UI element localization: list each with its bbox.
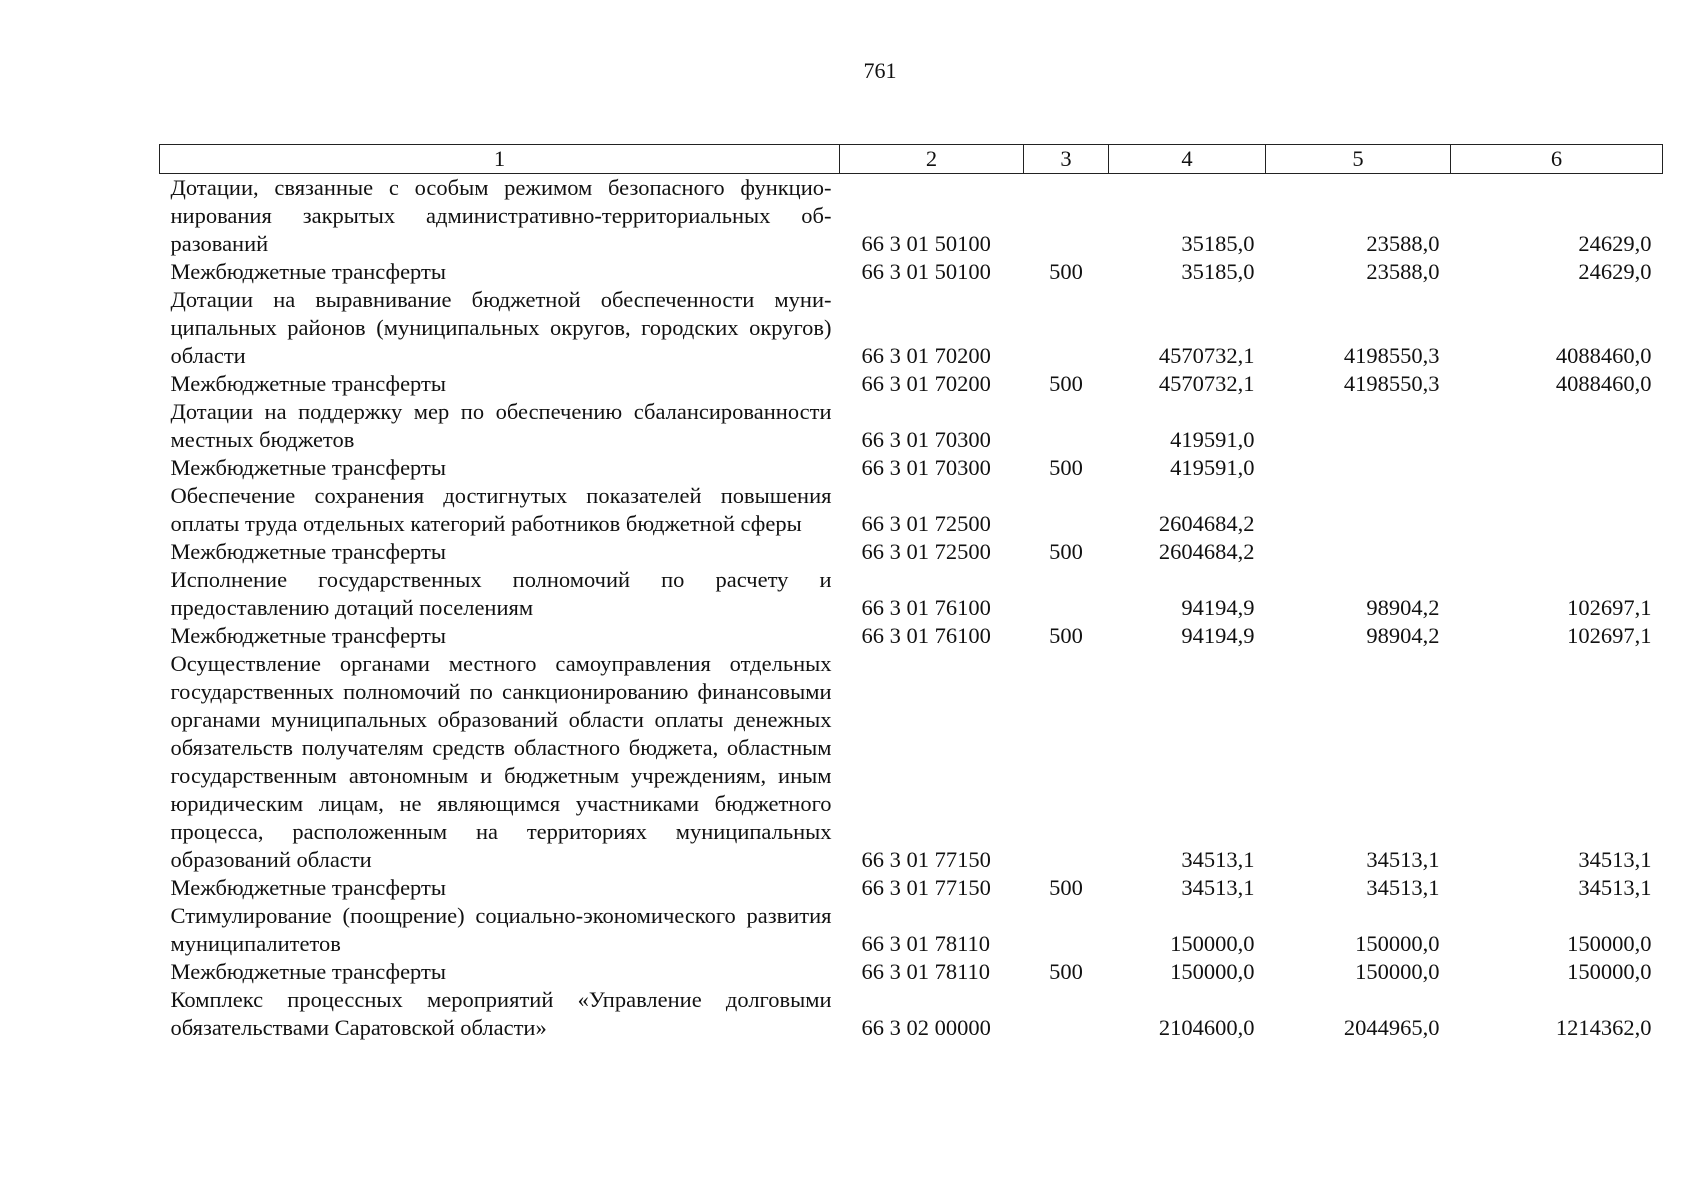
row-value-col6: 102697,1 bbox=[1567, 623, 1652, 648]
row-name: Межбюджетные трансферты bbox=[170, 539, 446, 564]
row-value-col6: 34513,1 bbox=[1578, 875, 1652, 900]
row-value-col4: 2104600,0 bbox=[1158, 1015, 1255, 1040]
row-name: Обеспечение сохранения достигнутых показателей повышения оплаты труда отдельных категорий работников бюджетной сферы bbox=[170, 483, 832, 536]
row-expense-type: 500 bbox=[1049, 959, 1083, 984]
header-cell-3: 3 bbox=[1024, 145, 1109, 174]
table-row bbox=[160, 482, 1663, 538]
row-expense-type bbox=[1024, 650, 1109, 874]
row-name: Комплекс процессных мероприятий «Управление долговыми обязательствами Саратовской области» bbox=[170, 987, 832, 1040]
row-value-col5: 23588,0 bbox=[1366, 259, 1440, 284]
budget-table bbox=[159, 144, 1663, 1042]
table-row bbox=[160, 622, 1663, 650]
table-row bbox=[160, 258, 1663, 286]
row-code: 66 3 01 76100 bbox=[861, 623, 991, 648]
row-expense-type: 500 bbox=[1049, 455, 1083, 480]
row-value-col4: 4570732,1 bbox=[1158, 343, 1255, 368]
row-expense-type: 500 bbox=[1049, 539, 1083, 564]
table-header bbox=[160, 145, 1663, 174]
row-value-col5: 4198550,3 bbox=[1343, 343, 1440, 368]
row-value-col6 bbox=[1451, 482, 1663, 538]
row-name: Дотации, связанные с особым режимом безопасного функционирования закрытых административно-территориальных образований bbox=[170, 175, 832, 256]
row-expense-type: 500 bbox=[1049, 259, 1083, 284]
row-name: Межбюджетные трансферты bbox=[170, 259, 446, 284]
header-cell-6: 6 bbox=[1451, 145, 1663, 174]
row-value-col5 bbox=[1266, 482, 1451, 538]
row-code: 66 3 01 78110 bbox=[861, 959, 991, 984]
row-value-col5: 150000,0 bbox=[1355, 931, 1440, 956]
row-value-col4: 35185,0 bbox=[1181, 259, 1255, 284]
table-body bbox=[160, 174, 1663, 1043]
row-value-col5: 34513,1 bbox=[1366, 875, 1440, 900]
row-value-col5 bbox=[1266, 538, 1451, 566]
row-value-col6: 150000,0 bbox=[1567, 931, 1652, 956]
row-name: Исполнение государственных полномочий по расчету и предоставлению дотаций поселениям bbox=[170, 567, 832, 620]
row-expense-type: 500 bbox=[1049, 623, 1083, 648]
row-name: Дотации на выравнивание бюджетной обеспеченности муниципальных районов (муниципальных округов, городских округов) области bbox=[170, 287, 832, 368]
row-code: 66 3 01 76100 bbox=[861, 595, 991, 620]
row-name: Межбюджетные трансферты bbox=[170, 371, 446, 396]
row-value-col4: 94194,9 bbox=[1181, 623, 1255, 648]
row-value-col5: 98904,2 bbox=[1366, 595, 1440, 620]
page-number: 761 bbox=[863, 58, 897, 83]
row-code: 66 3 01 70200 bbox=[861, 343, 991, 368]
row-expense-type bbox=[1024, 398, 1109, 454]
row-name: Дотации на поддержку мер по обеспечению сбалансированности местных бюджетов bbox=[170, 399, 832, 452]
row-expense-type bbox=[1024, 902, 1109, 958]
table-row bbox=[160, 986, 1663, 1042]
row-code: 66 3 01 72500 bbox=[861, 511, 991, 536]
row-code: 66 3 01 50100 bbox=[861, 259, 991, 284]
header-cell-2: 2 bbox=[840, 145, 1024, 174]
row-code: 66 3 01 70300 bbox=[861, 427, 991, 452]
row-value-col5: 34513,1 bbox=[1366, 847, 1440, 872]
row-value-col4: 34513,1 bbox=[1181, 847, 1255, 872]
row-code: 66 3 01 72500 bbox=[861, 539, 991, 564]
row-value-col6: 102697,1 bbox=[1567, 595, 1652, 620]
row-value-col6 bbox=[1451, 538, 1663, 566]
row-name: Межбюджетные трансферты bbox=[170, 455, 446, 480]
row-code: 66 3 01 77150 bbox=[861, 847, 991, 872]
header-cell-4: 4 bbox=[1109, 145, 1266, 174]
row-value-col4: 35185,0 bbox=[1181, 231, 1255, 256]
row-value-col4: 150000,0 bbox=[1170, 959, 1255, 984]
row-value-col5: 23588,0 bbox=[1366, 231, 1440, 256]
header-cell-1: 1 bbox=[160, 145, 840, 174]
row-value-col6: 150000,0 bbox=[1567, 959, 1652, 984]
row-name: Межбюджетные трансферты bbox=[170, 623, 446, 648]
row-value-col6: 4088460,0 bbox=[1555, 343, 1652, 368]
table-row bbox=[160, 454, 1663, 482]
row-code: 66 3 01 78110 bbox=[861, 931, 991, 956]
row-value-col6: 1214362,0 bbox=[1555, 1015, 1652, 1040]
row-value-col4: 2604684,2 bbox=[1158, 539, 1255, 564]
row-name: Стимулирование (поощрение) социально-экономического развития муниципалитетов bbox=[170, 903, 832, 956]
row-expense-type bbox=[1024, 566, 1109, 622]
row-name: Межбюджетные трансферты bbox=[170, 875, 446, 900]
row-name: Межбюджетные трансферты bbox=[170, 959, 446, 984]
row-code: 66 3 02 00000 bbox=[861, 1015, 991, 1040]
table-row bbox=[160, 958, 1663, 986]
row-value-col6 bbox=[1451, 454, 1663, 482]
row-value-col5 bbox=[1266, 454, 1451, 482]
row-expense-type: 500 bbox=[1049, 875, 1083, 900]
table-row bbox=[160, 286, 1663, 370]
row-value-col4: 419591,0 bbox=[1170, 427, 1255, 452]
row-value-col4: 419591,0 bbox=[1170, 455, 1255, 480]
row-value-col5: 2044965,0 bbox=[1343, 1015, 1440, 1040]
row-code: 66 3 01 50100 bbox=[861, 231, 991, 256]
row-value-col5: 4198550,3 bbox=[1343, 371, 1440, 396]
row-value-col5: 150000,0 bbox=[1355, 959, 1440, 984]
row-expense-type: 500 bbox=[1049, 371, 1083, 396]
row-value-col4: 150000,0 bbox=[1170, 931, 1255, 956]
row-code: 66 3 01 77150 bbox=[861, 875, 991, 900]
row-value-col4: 94194,9 bbox=[1181, 595, 1255, 620]
row-value-col4: 2604684,2 bbox=[1158, 511, 1255, 536]
table-row bbox=[160, 566, 1663, 622]
table-row bbox=[160, 174, 1663, 259]
row-code: 66 3 01 70200 bbox=[861, 371, 991, 396]
row-expense-type bbox=[1024, 174, 1109, 259]
row-value-col5: 98904,2 bbox=[1366, 623, 1440, 648]
row-value-col6: 34513,1 bbox=[1578, 847, 1652, 872]
header-row bbox=[160, 145, 1663, 174]
row-code: 66 3 01 70300 bbox=[861, 455, 991, 480]
table-row bbox=[160, 650, 1663, 874]
table-row bbox=[160, 398, 1663, 454]
row-value-col4: 34513,1 bbox=[1181, 875, 1255, 900]
row-value-col4: 4570732,1 bbox=[1158, 371, 1255, 396]
row-value-col6 bbox=[1451, 398, 1663, 454]
table-row bbox=[160, 902, 1663, 958]
row-expense-type bbox=[1024, 482, 1109, 538]
row-expense-type bbox=[1024, 986, 1109, 1042]
row-expense-type bbox=[1024, 286, 1109, 370]
row-value-col5 bbox=[1266, 398, 1451, 454]
row-value-col6: 4088460,0 bbox=[1555, 371, 1652, 396]
row-value-col6: 24629,0 bbox=[1578, 259, 1652, 284]
table-row bbox=[160, 538, 1663, 566]
row-name: Осуществление органами местного самоуправления отдельных государственных полномочий по санкционированию финансовыми органами муниципальных образований области оплаты денежных обязательств получателям средств областного бюджета, областным государственным автономным и бюджетным учреждениям, иным юридическим лицам, не являющимся участниками бюджетного процесса, расположенным на территориях муниципальных образований области bbox=[170, 651, 832, 872]
header-cell-5: 5 bbox=[1266, 145, 1451, 174]
table-row bbox=[160, 874, 1663, 902]
table-row bbox=[160, 370, 1663, 398]
row-value-col6: 24629,0 bbox=[1578, 231, 1652, 256]
